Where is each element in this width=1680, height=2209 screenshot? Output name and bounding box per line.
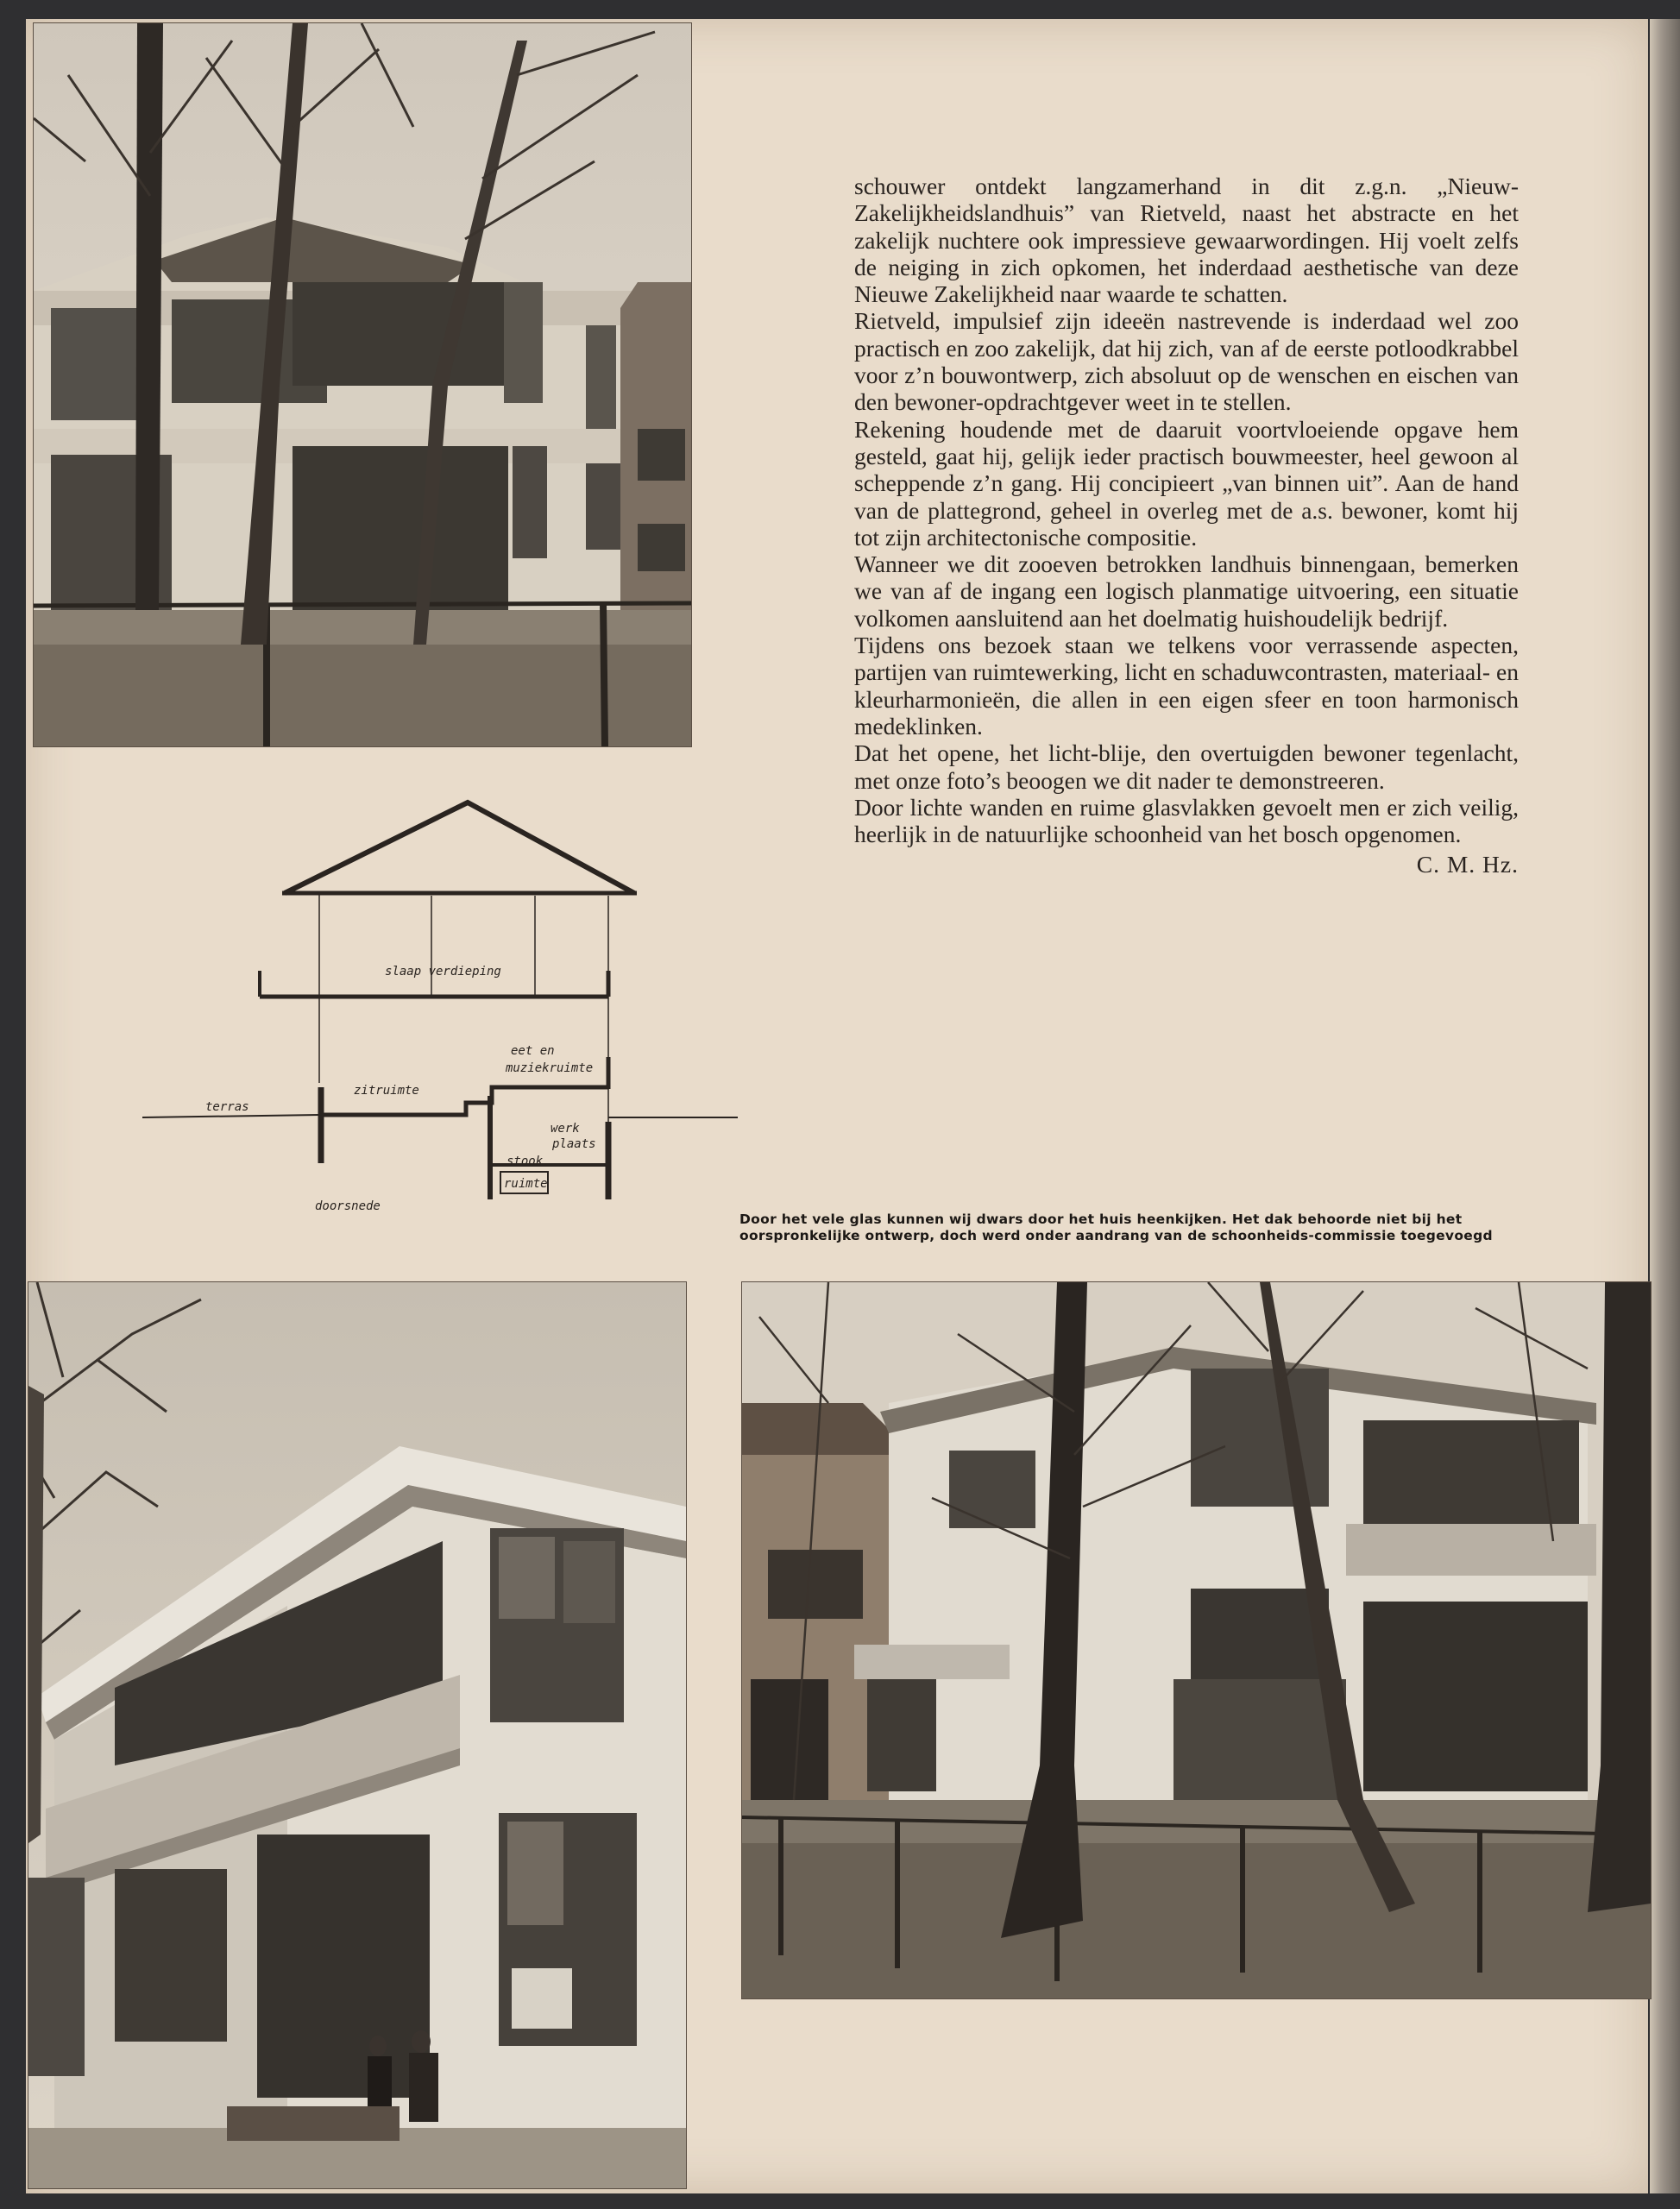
label-slaapverdieping: slaap verdieping — [385, 965, 501, 979]
label-plaats: plaats — [552, 1137, 596, 1151]
label-stook: stook — [507, 1155, 544, 1168]
section-diagram — [129, 794, 751, 1225]
label-zitruimte: zitruimte — [354, 1084, 419, 1098]
article-text — [854, 173, 1519, 878]
label-doorsnede: doorsnede — [315, 1199, 381, 1213]
photo-house-trees — [33, 22, 692, 747]
photo-house-corner-people — [28, 1281, 687, 2189]
article-paragraph: Tijdens ons bezoek staan we telkens voor verrassende aspecten, partijen van ruimtewerking, licht en schaduwcontrasten, materiaal- en kleurharmonieën, die allen in een eigen sfeer en toon harmonisch medeklinken. — [854, 632, 1519, 739]
label-ruimte: ruimte — [504, 1177, 548, 1191]
author-signature: C. M. Hz. — [1416, 851, 1519, 878]
article-paragraph: Rekening houdende met de daaruit voortvloeiende opgave hem gesteld, gaat hij, gelijk ieder practisch bouwmeester, heel gewoon al scheppende z’n gang. Hij concipieert „van binnen uit”. Aan de hand van de plattegrond, geheel in overleg met de a.s. bewoner, komt hij tot zijn architectonische compositie. — [854, 415, 1519, 551]
article-paragraph: schouwer ontdekt langzamerhand in dit z.g.n. „Nieuw-Zakelijkheidslandhuis” van Rietveld, naast het abstracte en het zakelijk nuchtere ook impressieve gewaarwordingen. Hij voelt zelfs de neiging in zich opkomen, het inderdaad aesthetische van deze Nieuwe Zakelijkheid naar waarde te schatten. — [854, 173, 1519, 308]
label-werk: werk — [551, 1122, 580, 1136]
next-page-edge — [1650, 19, 1680, 2193]
article-paragraph: Rietveld, impulsief zijn ideeën nastrevende is inderdaad wel zoo practisch en zoo zakelijk, dat hij zich, van af de eerste potloodkrabbel voor z’n bouwontwerp, zich absoluut op de wenschen en eischen van den bewoner-opdrachtgever weet in te stellen. — [854, 307, 1519, 416]
label-eet-en: eet en — [511, 1044, 555, 1058]
article-paragraph: Dat het opene, het licht-blije, den overtuigden bewoner tegenlacht, met onze foto’s beoogen we dit nader te demonstreeren. — [854, 739, 1519, 794]
label-muziekruimte: muziekruimte — [506, 1061, 594, 1075]
label-terras: terras — [205, 1100, 249, 1114]
article-paragraph: Door lichte wanden en ruime glasvlakken gevoelt men er zich veilig, heerlijk in de natuurlijke schoonheid van het bosch opgenomen. — [854, 793, 1519, 848]
photo-caption: Door het vele glas kunnen wij dwars door het huis heenkijken. Het dak behoorde niet bij het oorspronkelijke ontwerp, doch werd onder aandrang van de schoonheids-commissie toegevoegd — [739, 1211, 1493, 1243]
article-paragraph: Wanneer we dit zooeven betrokken landhuis binnengaan, bemerken we van af de ingang een logisch planmatige uitvoering, een situatie volkomen aansluitend aan het doelmatig huishoudelijk bedrijf. — [854, 551, 1519, 632]
photo-house-fence — [741, 1281, 1652, 1999]
